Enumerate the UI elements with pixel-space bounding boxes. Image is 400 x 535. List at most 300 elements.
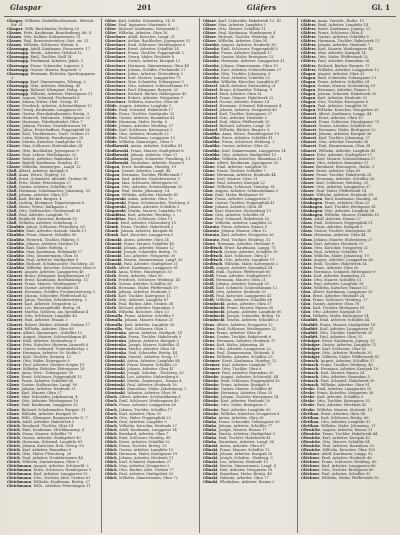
- directory-entry: Glaser, Karl, Schlosser, Weideng. 31: [301, 180, 369, 185]
- directory-entry: Glatz, August, Arbeiter, Langgarten 36: [301, 257, 373, 262]
- directory-entry: Glagau, Johann, Schmied, Hakelwerk 35: [301, 91, 377, 96]
- directory-entry: Gloeckner, Max, Schneider, Tobiasgasse 5: [105, 79, 184, 84]
- entry-surname: Glaser: [7, 156, 20, 161]
- entry-details: Karl, Arbeiter, Rammbau 22: [313, 273, 366, 278]
- directory-entry: Glatz, Otto, Maurer, Schidlitz 51: [301, 278, 362, 282]
- entry-surname: Glaubke: [203, 132, 220, 137]
- entry-details: Johann, Tischler, Schidlitz 17: [119, 407, 173, 412]
- directory-entry: Glenz, Gustav, Tischler, Hakelwerk 6: [203, 334, 272, 339]
- directory-entry: Gloth, Hermann, Maler, Pfefferstadt 19: [105, 286, 178, 291]
- entry-surname: Glaß: [7, 217, 17, 222]
- entry-details: Karl, Schmied, Schüsseldamm 12: [216, 286, 278, 291]
- entry-surname: Gläser: [203, 35, 216, 40]
- entry-details: Gustav, Tischler, Poggenpfuhl 41: [215, 201, 275, 206]
- entry-surname: Glaubitz: [7, 249, 24, 254]
- entry-surname: Glenz: [203, 350, 215, 355]
- entry-surname: Glaser: [301, 193, 314, 198]
- directory-entry: Glowinski, Johann, Arbeiter, Ohra 41: [105, 367, 174, 372]
- entry-details: Johann, Arbeiter, Heubude 7: [317, 43, 370, 48]
- entry-surname: Glienke: [203, 391, 219, 396]
- directory-entry: Glaeske, Emil, Schlosser, Poggenpfuhl 8: [203, 47, 278, 52]
- entry-surname: Glöde: [105, 116, 117, 121]
- entry-surname: Glöer: [105, 23, 117, 28]
- directory-entry: Glaß, Fritz, Maler, Petershagen 27: [7, 180, 71, 185]
- directory-entry: Glau, Gustav, Arbeiter, Ohra 78: [301, 302, 360, 307]
- entry-surname: Glau: [301, 314, 311, 319]
- entry-details: Leo, Arbeiter, Heubude 13: [219, 460, 268, 465]
- entry-details: Franz, Tischler, Weideng. 48: [320, 362, 373, 367]
- entry-surname: Glöde: [105, 108, 117, 113]
- directory-entry: Glau, Ernst, Arbeiter, Heubude 24: [301, 294, 365, 299]
- entry-surname: Glauert: [7, 269, 23, 274]
- directory-entry: Gleiß, Paul, Kutscher, Langgarten 41: [203, 294, 272, 299]
- entry-details: Emil, Kaufmann, Milchkanneng. 8: [22, 427, 85, 432]
- entry-surname: Glauert: [7, 326, 23, 331]
- entry-surname: Glauert: [7, 282, 23, 287]
- entry-details: Karl, Tischler, Katergasse 27: [219, 112, 273, 117]
- entry-surname: Glatz: [301, 257, 312, 262]
- entry-details: Martin, Zimmermann, Langf. 52: [123, 257, 183, 262]
- entry-surname: Glesmer: [203, 362, 220, 367]
- directory-entry: Gläser, Max, Arbeiter, Langfuhr 3: [203, 23, 266, 28]
- entry-details: Franz, Arbeiter, Ohra 56: [313, 265, 359, 270]
- directory-entry: Glashagen, Wilhelm, Maurer, Schidlitz 18: [301, 213, 379, 218]
- entry-details: Anton, Arbeiter, Ohra 24: [123, 237, 169, 242]
- directory-entry: Glanert, Ernst, Arbeiter, Ohra 15: [301, 116, 363, 121]
- entry-surname: Glagau: [301, 99, 316, 104]
- directory-entry: Glaeske, Wilhelm, Kutscher, Langfuhr 47: [203, 79, 280, 84]
- directory-entry: Glawe, Franz, Arbeiter, Schidlitz 64: [7, 379, 73, 384]
- entry-details: Paul, Arbeiter, Rammbau 36: [317, 59, 370, 64]
- entry-details: Hermann, Schiffer, Fischmeisterweg 3: [24, 290, 95, 295]
- entry-surname: Glaser: [7, 140, 20, 145]
- directory-entry: Glaue, Emil, Arbeiter, Langfuhr 35: [203, 164, 268, 169]
- entry-details: Franz, Arbeiter, Schidlitz 24: [317, 79, 370, 84]
- entry-details: Ernst, Arbeiter, Schidlitz 52: [119, 439, 170, 444]
- entry-details: Franz, Arbeiter, Stadtgebiet 8: [216, 273, 271, 278]
- directory-entry: Glaser, Otto, Buchhalter, Jopengasse 9: [7, 148, 79, 153]
- entry-details: Emil, Tischler, Pfefferstadt 60: [216, 269, 271, 274]
- entry-surname: Glauer: [7, 334, 21, 339]
- directory-entry: Gläfers, Richard, Bäcker, Burgstr. 17: [301, 63, 370, 68]
- entry-details: Gustav, Arbeiter, Ohra 78: [312, 302, 360, 307]
- directory-entry: Glauert, Julius, Tischler, Scheibenritterg. 5: [7, 298, 87, 303]
- entry-surname: Glöde: [105, 132, 117, 137]
- entry-details: Stanislaus, Arbeiter, Emaus 8: [130, 160, 185, 165]
- entry-surname: Glasenapp: [7, 63, 29, 68]
- entry-details: Paul, Bäcker, Altst. Graben 38: [118, 302, 174, 307]
- entry-surname: Glaß: [7, 193, 17, 198]
- directory-entry: Gloth, Friedrich, Schlosser, Weideng. 14: [105, 278, 180, 282]
- entry-details: Paul, Arbeiter, Niedere Seigen 19: [22, 362, 85, 367]
- entry-details: Martin, Zimmerges., Emaus 4: [127, 379, 182, 384]
- entry-details: Emil, Arbeiter, Schidlitz 44: [319, 318, 370, 323]
- entry-surname: Glawe: [7, 375, 20, 380]
- entry-details: Leo, Arbeiter, Neugarten 30: [123, 253, 176, 258]
- entry-surname: Gloeckner: [105, 95, 126, 100]
- entry-surname: Glatzel: [203, 103, 218, 108]
- entry-surname: Glaubitt: [301, 326, 318, 331]
- directory-entry: Glomski, Joseph, Schneider, Breitg. 70: [105, 249, 177, 254]
- entry-surname: Glaser: [7, 116, 20, 121]
- entry-surname: Glaeske: [203, 43, 219, 48]
- directory-entry: Glaser, Julius, Postschaffner, Poggenpfuhl 80: [7, 128, 91, 133]
- entry-details: Max, Schlosser, Mattenbuden 24: [22, 144, 83, 149]
- entry-details: Ernst, Schlosser, Poggenpfuhl 12: [21, 375, 82, 380]
- directory-entry: Glogowski, Adam, Arbeiter, Ohra 70: [105, 197, 173, 202]
- entry-details: Wilhelm, Arbeiter, Ohra 16: [118, 31, 168, 36]
- entry-surname: Glaß: [7, 209, 17, 214]
- entry-surname: Glaner: [301, 156, 315, 161]
- directory-entry: Glatzel, Bruno, Schneider, Tobiasg. 9: [203, 87, 272, 92]
- directory-entry: Glesmer, Ernst, Kaufmann, Hundeg. 12: [203, 358, 277, 363]
- entry-surname: Glinka: [203, 423, 217, 428]
- entry-details: Karl, Arbeiter, Langgarten 51: [319, 326, 374, 331]
- directory-entry: Glanert, Hermann, Maler, Breitgasse 22: [301, 128, 376, 133]
- entry-details: Otto, Arbeiter, Heubude 3: [219, 116, 267, 121]
- directory-entry: Glück, Adolf, Kaufmann, Langgasse 14: [105, 427, 177, 432]
- entry-details: Franz, Schuhmacher, Tischlerg. 8: [128, 201, 190, 206]
- directory-entry: Glatzel, Hermann, Schmied, Rittergasse 4: [203, 103, 282, 108]
- entry-surname: Glemsch: [301, 379, 319, 384]
- entry-surname: Gloeckner: [105, 91, 126, 96]
- directory-entry: Glinka, Stanislaus, Arbeiter, Langf. 36: [203, 439, 274, 444]
- entry-details: Wilhelm, Kutscher, Ohra 100: [322, 447, 375, 452]
- entry-surname: Glöckner: [301, 464, 320, 469]
- entry-surname: Gloth: [105, 298, 117, 303]
- directory-entry: Glaser, Wilhelm, Zimmerges., Langf. 12: [7, 164, 81, 169]
- directory-entry: Glück, Bernhard, Arbeiter, Ohra 7: [105, 431, 169, 436]
- entry-details: Karl, Zimmermann, Langgarten 14: [221, 148, 286, 153]
- entry-details: Otto, Arbeiter, Rammbau 11: [316, 160, 369, 165]
- directory-entry: Glienke, August, Arbeiter, Schüsseld. 44: [203, 375, 279, 380]
- entry-surname: Glombitza: [105, 217, 126, 222]
- entry-surname: Glowienka: [105, 350, 127, 355]
- entry-surname: Glauert: [7, 322, 23, 327]
- entry-details: Albert, Kaufmann, Jopengasse 20: [216, 160, 278, 165]
- entry-details: Franz, Tischler, Breitg. 33: [119, 443, 167, 448]
- directory-entry: Gleich, Franz, Maurer, Schidlitz 70: [7, 431, 73, 436]
- directory-entry: Glodkowski, Franz, Maurer, Stadtgebiet 6: [105, 148, 184, 153]
- entry-surname: Gleichmann: [7, 464, 32, 469]
- entry-surname: Gloeckner: [105, 55, 126, 60]
- entry-surname: Glowienka: [105, 334, 127, 339]
- entry-surname: Glass: [301, 221, 312, 226]
- entry-details: Gustav, Arbeiter, Schidlitz 38: [18, 184, 72, 189]
- directory-entry: Glienicke, Wilhelm, Kutscher, Ohra 100: [301, 447, 375, 452]
- entry-details: Gustav, Arbeiter, Langf. 44: [121, 168, 171, 173]
- directory-entry: Glauert, Bruno, Klempner, Karpfenseigen 21: [7, 273, 90, 278]
- entry-details: Otto, Arbeiter, Langfuhr 11: [224, 257, 275, 262]
- entry-surname: Glasow: [7, 35, 22, 40]
- entry-surname: Glawatz: [203, 229, 219, 234]
- entry-surname: Glenz: [203, 330, 215, 335]
- entry-details: Wilhelm, Kutscher, Ohra 66: [127, 99, 179, 104]
- entry-surname: Gläfers: [301, 67, 316, 72]
- entry-surname: Glau: [301, 294, 311, 299]
- entry-surname: Gläfers: [301, 63, 316, 68]
- directory-entry: Glaubke, Ernst, Arbeiter, Schidlitz 41: [203, 136, 273, 141]
- entry-details: Johann, Schiffer, Fischmarkt 27: [127, 67, 186, 72]
- directory-entry: Glenz, Albert, Arbeiter, Neugarten 12: [203, 322, 273, 327]
- directory-entry: Glöckner, Wilhelm, Maler, Pfefferstadt 56: [301, 476, 379, 481]
- entry-details: Wilhelm, Arbeiter, Ohra 88: [24, 326, 74, 331]
- directory-entry: Glawe, Richard, Schuhmacher, Burgstr. 11: [7, 407, 86, 412]
- directory-entry: Glemsch, Paul, Schmied, Hakelwerk 39: [301, 379, 375, 384]
- entry-surname: Glembocki: [203, 314, 225, 319]
- entry-details: Martin, Arbeiter, Ohra 58: [128, 346, 175, 351]
- entry-details: Fritz, Arbeiter, Stadtgebiet 27: [316, 152, 372, 157]
- entry-details: Karl, Arbeiter, Neugarten 22: [24, 302, 77, 307]
- entry-details: Bruno, Klempner, Karpfenseigen 21: [24, 273, 90, 278]
- entry-details: Otto, Maler, Poggenpfuhl 20: [119, 415, 171, 420]
- directory-entry: Glaner, Otto, Arbeiter, Rammbau 11: [301, 160, 369, 165]
- entry-surname: Glaw: [203, 209, 213, 214]
- entry-details: Karl, Tischler, Breitgasse 41: [324, 205, 377, 210]
- entry-details: Otto, Stellmacher, Niederstadt 41: [18, 209, 81, 214]
- entry-surname: Gleich: [7, 435, 20, 440]
- entry-surname: Glaue: [203, 160, 215, 165]
- entry-surname: Glienke: [203, 395, 219, 400]
- entry-surname: Glienke: [203, 379, 219, 384]
- entry-details: Richard, Klempner, Holzg. 9: [30, 87, 82, 92]
- directory-entry: Glembocki, Joseph, Schneider, Breitg. 16: [203, 314, 280, 319]
- directory-entry: Glück, Emil, Schlosser, Hundeg. 88: [105, 435, 171, 440]
- entry-details: Wilhelm, Kutscher, Neugarten 33: [317, 108, 379, 113]
- entry-surname: Glowinski: [105, 383, 125, 388]
- entry-surname: Glinski: [203, 452, 218, 457]
- entry-surname: Glemsch: [301, 362, 319, 367]
- directory-entry: Glanert, Albert, Kaufmann, Langg. 44: [301, 112, 372, 117]
- entry-details: Hermann, Maler, Breitgasse 22: [318, 128, 376, 133]
- entry-details: Paul, Arbeiter, Heubude 42: [316, 403, 367, 408]
- entry-details: Paul, Maler, Pfefferstadt 14: [316, 188, 367, 193]
- directory-entry: Glöde, Wilhelm, Zimmerges., Ohra 9: [105, 140, 173, 145]
- entry-surname: Glaser: [7, 103, 20, 108]
- directory-entry: Glaubitz, Anton, Schlosser, Fleischerg. 63: [7, 225, 86, 230]
- entry-surname: Glanert: [301, 132, 317, 137]
- entry-surname: Glasow: [7, 31, 22, 36]
- entry-details: Karl, Bäcker, Burgstr. 4: [18, 197, 62, 202]
- directory-entry: Glaser, Wilhelm, Arbeiter, Heubude 39: [301, 193, 373, 198]
- directory-entry: Glass, Gustav, Tischler, Katergasse 30: [301, 229, 372, 234]
- directory-entry: Glau, Otto, Arbeiter, Kneipab 30: [301, 310, 361, 315]
- directory-entry: Glaser, Paul, Lehrer, Weidengasse 32: [7, 152, 77, 157]
- entry-surname: Glanert: [301, 124, 317, 129]
- entry-surname: Gluch: [105, 407, 117, 412]
- directory-entry: Glasenapp, Wilhelm, Arbeiter, Hintergasse 11: [7, 91, 93, 96]
- directory-entry: Glawe, Wilhelm, Arbeiter, Kneipab 29: [7, 411, 77, 416]
- directory-entry: Gläfers, Johann, Arbeiter, Heubude 7: [301, 43, 370, 48]
- directory-entry: Glinski, Paul, Arbeiter, Neugarten 18: [203, 468, 273, 473]
- entry-surname: Glaser: [7, 132, 20, 137]
- entry-details: Paul, Arbeiter, Langfuhr 58: [313, 282, 364, 287]
- directory-entry: Glauert, Otto, Schlosser, Langfuhr 40: [7, 314, 77, 319]
- entry-details: Paul, Arbeiter, Emaus 3: [24, 318, 68, 323]
- entry-surname: Gleich: [7, 452, 20, 457]
- entry-surname: Glembocki: [203, 306, 225, 311]
- entry-surname: Glesmer: [203, 371, 220, 376]
- directory-entry: Glaser, Heinrich, Malermstr., Häkergasse 22: [7, 116, 91, 121]
- entry-surname: Glodkowski: [105, 148, 129, 153]
- entry-surname: Glaeske: [203, 51, 219, 56]
- entry-surname: Glaeske: [203, 47, 219, 52]
- directory-entry: Glomski, Johann, Arbeiter, Emaus 12: [105, 245, 174, 250]
- entry-surname: Glück: [105, 427, 117, 432]
- entry-details: Ernst, Arbeiter, Ohra 90: [118, 273, 163, 278]
- entry-surname: Gloeckner: [105, 87, 126, 92]
- directory-entry: Glaw, August, Arbeiter, Schüsseldamm 3: [203, 188, 279, 193]
- entry-surname: Glowinski: [105, 371, 125, 376]
- entry-details: Karl, Arbeiter, Langgarten 15: [33, 472, 88, 477]
- directory-entry: Glaue, Karl, Maurer, Ohra 31: [203, 176, 258, 181]
- directory-entry: Glasow, Otto, Kellner, Katharinenstr. 11: [7, 35, 81, 40]
- entry-details: Karl, Arbeiter, Heubude 33: [317, 95, 367, 100]
- entry-details: Wilhelm, Zimmerges., Langf. 12: [22, 164, 81, 169]
- entry-surname: Glatzel: [203, 120, 218, 125]
- entry-surname: Gloth: [105, 310, 117, 315]
- entry-surname: Glienicke: [301, 431, 321, 436]
- directory-entry: Gloth, Wilhelm, Kutscher, Ohra 13: [105, 310, 169, 315]
- directory-entry: Glaubitt, Paul, Arbeiter, Ohra 33: [301, 334, 362, 339]
- entry-details: Adolf, Kaufmann, Langgasse 14: [119, 427, 177, 432]
- directory-entry: Gläser, Wilhelm, Arbeiter, Ohra 50: [203, 39, 268, 44]
- directory-entry: Glauert, Ernst, Kaufmann, Brotbänkeng. 11: [7, 278, 89, 282]
- entry-surname: Glienke: [203, 387, 219, 392]
- entry-details: Emil, Arbeiter, Langfuhr 35: [216, 164, 268, 169]
- entry-surname: Gleditsch: [203, 257, 223, 262]
- entry-surname: Glaw: [203, 193, 213, 198]
- entry-surname: Glück: [105, 464, 117, 469]
- entry-details: Gustav, Schmied, Trinitatiskirchg. 2: [22, 346, 89, 351]
- entry-details: Otto, Arbeiter, Heubude 35: [322, 350, 372, 355]
- entry-details: Karl, Arbeiter, Langgarten 66: [321, 464, 376, 469]
- directory-entry: Gleiß, Wilhelm, Arbeiter, Schidlitz 66: [203, 298, 272, 303]
- directory-entry: Glasenapp, Franz, Schneider, Lagerstr. 3: [7, 63, 84, 68]
- directory-entry: Glowalla, Franz, Arbeiter, Schidlitz 9: [105, 314, 174, 319]
- entry-surname: Glawe: [7, 407, 20, 412]
- directory-entry: Glück, Gustav, Arbeiter, Langfuhr 15: [105, 447, 174, 452]
- entry-details: Emil, Schlosser, Poggenpfuhl 8: [221, 47, 278, 52]
- entry-details: Franz, Tischler, Hakelwerk 26: [316, 172, 372, 177]
- entry-details: Franz, Arbeiter, Kneipab 9: [220, 383, 270, 388]
- directory-entry: Glaubke, Anna, Witwe, Paradiesgasse 19: [203, 132, 279, 137]
- directory-entry: Glomb, Franz, Tischler, Hakelwerk 3: [105, 225, 174, 230]
- entry-surname: Glawe: [7, 391, 20, 396]
- directory-entry: Glauert, August, Arbeiter, Langgarten 48: [7, 269, 84, 274]
- directory-entry: Glaser, Gustav, Eisenbahnbeamter, Breitg. 3: [7, 112, 90, 117]
- directory-entry: Glaner, Fritz, Arbeiter, Stadtgebiet 27: [301, 152, 372, 157]
- entry-details: Wilhelm, Zimmermann, Ohra 72: [119, 476, 178, 481]
- entry-surname: Glaspar: [7, 19, 23, 23]
- entry-surname: Glück: [105, 443, 117, 448]
- directory-entry: Glienicke, Franz, Tischler, Hakelwerk 44: [301, 431, 378, 436]
- directory-entry: Gloeckner, Julius, Arbeiter, Stolzenberg 2: [105, 71, 183, 76]
- entry-surname: Glawe: [7, 387, 20, 392]
- page-header: [4, 3, 396, 17]
- entry-details: Otto, Maler, Pfefferstadt 22: [317, 55, 368, 60]
- entry-details: Stanisl., Arbeiter, Neug. 17: [128, 354, 179, 359]
- directory-entry: Glowienka, Martin, Arbeiter, Ohra 58: [105, 346, 175, 351]
- entry-surname: Glaubitt: [301, 322, 318, 327]
- entry-surname: Glagau: [301, 91, 316, 96]
- entry-details: Martin, Kutscher, Sandgrube 14: [22, 140, 81, 145]
- directory-entry: Glass, Paul, Arbeiter, Schidlitz 71: [301, 249, 363, 254]
- entry-surname: Glinka: [203, 431, 217, 436]
- directory-entry: Glodkowski, Johann, Arbeiter, Ohra 37: [105, 152, 178, 157]
- entry-surname: Glaner: [301, 160, 315, 165]
- entry-surname: Glaser: [7, 144, 20, 149]
- directory-entry: Gläfers, Karl, Maurer, Weidengasse 44: [301, 47, 373, 52]
- entry-surname: Glinka: [203, 419, 217, 424]
- entry-surname: Glesmer: [203, 367, 220, 372]
- directory-entry: Gleiß, Johann, Arbeiter, Kneipab 33: [203, 282, 269, 287]
- directory-entry: Glöer, Richard, Kaufmann, Holzmarkt 5: [105, 27, 179, 32]
- directory-entry: Gläfers, Anna, Vorsteh., Raths. 11: [301, 19, 365, 23]
- entry-details: Paul, Arbeiter, Rammbau 20: [222, 371, 274, 376]
- entry-details: Joseph, Schneider, Breitg. 16: [226, 314, 280, 319]
- directory-entry: Glaue, Wilhelm, Schlosser, Hundeg. 61: [203, 184, 276, 189]
- entry-details: Wilhelm, Zimmerges., Ohra 9: [118, 140, 173, 145]
- entry-surname: Glaser: [7, 95, 20, 100]
- entry-surname: Gloeckner: [105, 79, 126, 84]
- entry-details: Karl, Tischler, Dienerg. 13: [22, 354, 71, 359]
- entry-details: Albert, Zimmerges., Schidlitz 12: [22, 330, 83, 335]
- entry-details: Stanislaus, Arbeiter, Langf. 36: [218, 439, 274, 444]
- directory-entry: Glaß, Ernst, Schneider, Altstädt. Graben 90: [7, 176, 88, 181]
- directory-entry: Glenz, Hermann, Arbeiter, Heubude 17: [203, 338, 276, 343]
- entry-details: Emil, Schlosser, Weidengasse 40: [119, 399, 179, 404]
- entry-details: Gustav, Arbeiter, Langfuhr 71: [322, 342, 377, 347]
- directory-entry: Glöckner, Emil, Arbeiter, Heubude 46: [301, 456, 372, 461]
- entry-details: Otto, Arbeiter, Rammbau 5: [320, 375, 370, 380]
- entry-surname: Glawatz: [203, 225, 219, 230]
- directory-entry: Glauert, Hermann, Schiffer, Fischmeisterweg 3: [7, 290, 95, 295]
- entry-details: Georg, Maler, Heubude 8: [127, 55, 175, 60]
- entry-surname: Glienicke: [301, 447, 321, 452]
- entry-details: Paul, Arbeiter, Schidlitz 71: [314, 249, 363, 254]
- entry-surname: Glogowski: [105, 209, 126, 214]
- entry-details: Hermann, Maurer, Ohra 21: [216, 278, 266, 282]
- entry-details: Otto, Arbeiter, Heubude 26: [318, 140, 369, 145]
- entry-details: Otto, Arbeiter, Langfuhr 67: [118, 298, 169, 303]
- directory-entry: Glass, Karl, Arbeiter, Heubude 15: [301, 241, 364, 246]
- entry-surname: Glaser: [301, 164, 314, 169]
- entry-surname: Glass: [301, 229, 312, 234]
- entry-details: Johann, Arbeiter, Langfuhr 60: [226, 310, 282, 315]
- entry-details: Otto, Arbeiter, Weidengasse 18: [21, 399, 79, 404]
- directory-entry: Glaubke, Karl, Zimmermann, Langgarten 14: [203, 148, 286, 153]
- directory-entry: Gluch, Emil, Schlosser, Weidengasse 40: [105, 399, 179, 404]
- directory-entry: Glasenapp, Hermann, Böttcher, Sperlingsgasse 3: [7, 71, 96, 80]
- entry-surname: Gloeckner: [105, 75, 126, 80]
- directory-entry: Gloeckner, Robert, Arbeiter, Neugarten 9: [105, 95, 183, 100]
- entry-surname: Glogau: [105, 164, 120, 169]
- directory-entry: Glaue, Hermann, Arbeiter, Heubude 44: [203, 172, 276, 177]
- directory-entry: Gleich, Paul, Arbeiter, Neufahrwasser 44: [7, 456, 83, 461]
- entry-surname: Gleich: [7, 423, 20, 428]
- entry-surname: Gleich: [7, 419, 20, 424]
- entry-details: Emil, Arbeiter, Langfuhr 14: [317, 23, 369, 28]
- directory-entry: Glöde, Emil, Schmied, Hakelwerk 17: [105, 108, 174, 113]
- entry-details: Friedrich, Arbeiter, Schüsseldamm 13: [22, 103, 92, 108]
- entry-details: Karl, Schneider, Hakelwerk 12. III: [218, 19, 281, 23]
- directory-entry: Glauer, Karl, Tischler, Dienerg. 13: [7, 354, 71, 359]
- entry-surname: Glagau: [301, 87, 316, 92]
- directory-entry: Glashagen, Karl, Tischler, Breitgasse 41: [301, 205, 377, 210]
- directory-entry: Glatzel, Wilhelm, Bäcker, Burgstr. 6: [203, 128, 270, 133]
- directory-entry: Glaw, Emil, Maler, Breitgasse 90: [203, 193, 264, 198]
